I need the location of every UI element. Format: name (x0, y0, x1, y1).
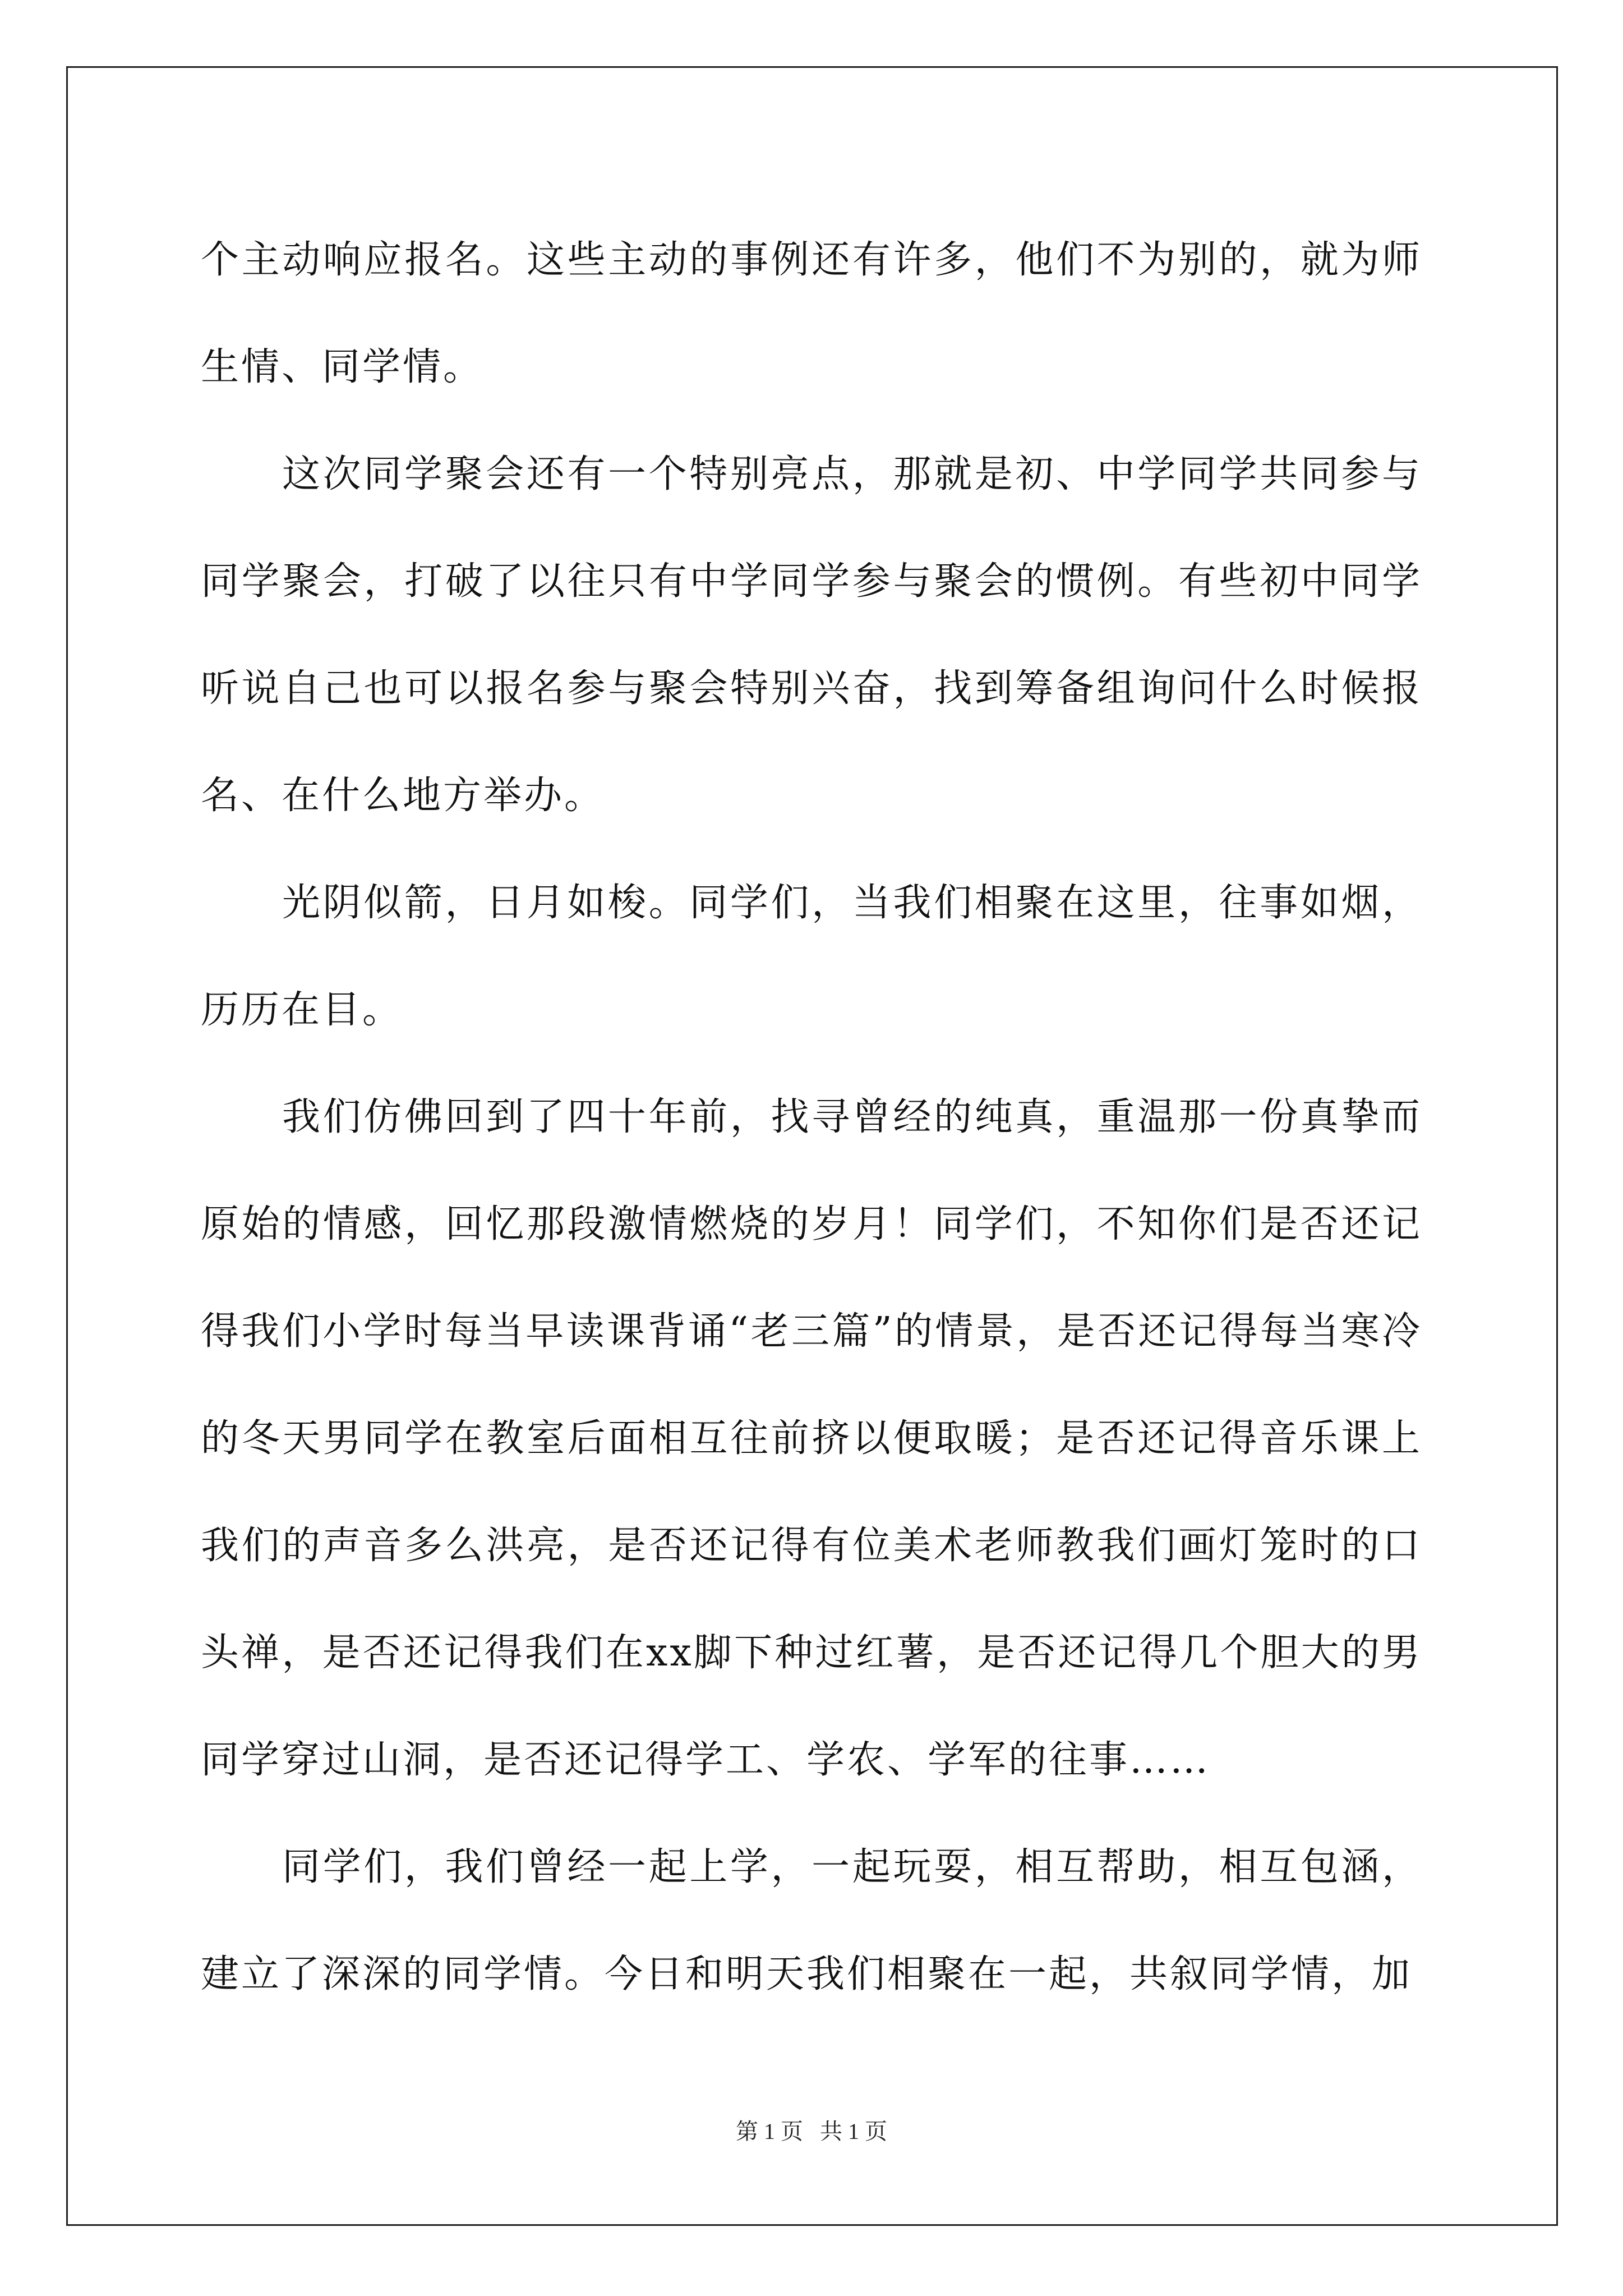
paragraph-4: 我们仿佛回到了四十年前，找寻曾经的纯真，重温那一份真挚而原始的情感，回忆那段激情燃烧的岁月！同学们，不知你们是否还记得我们小学时每当早读课背诵“老三篇”的情景，是否还记得每当寒冷的冬天男同学在教室后面相互往前挤以便取暖；是否还记得音乐课上我们的声音多么洪亮，是否还记得有位美术老师教我们画灯笼时的口头禅，是否还记得我们在xx脚下种过红薯，是否还记得几个胆大的男同学穿过山洞，是否还记得学工、学农、学军的往事…… (201, 1095, 1422, 1782)
paragraph-1: 个主动响应报名。这些主动的事例还有许多，他们不为别的，就为师生情、同学情。 (201, 238, 1422, 389)
paragraph-3: 光阴似箭，日月如梭。同学们，当我们相聚在这里，往事如烟，历历在目。 (201, 881, 1422, 1032)
paragraph-5: 同学们，我们曾经一起上学，一起玩耍，相互帮助，相互包涵，建立了深深的同学情。今日和明天我们相聚在一起，共叙同学情，加 (201, 1845, 1422, 1996)
paragraph-2: 这次同学聚会还有一个特别亮点，那就是初、中学同学共同参与同学聚会，打破了以往只有中学同学参与聚会的惯例。有些初中同学听说自己也可以报名参与聚会特别兴奋，找到筹备组询问什么时候报名、在什么地方举办。 (201, 452, 1422, 818)
document-body (201, 206, 1422, 2028)
page-number-footer: 第 1 页 共 1 页 (736, 2119, 887, 2144)
